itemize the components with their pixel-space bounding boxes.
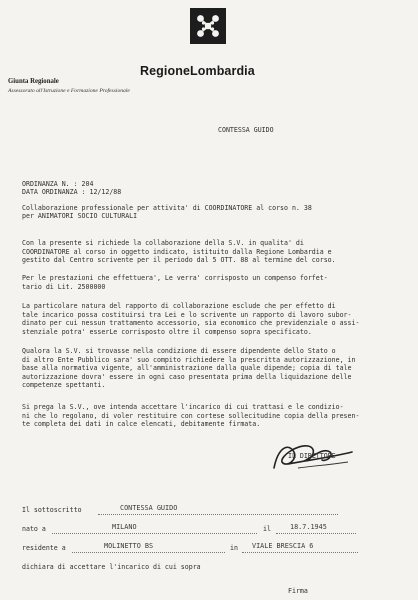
- director-label: IL DIRETTORE: [288, 452, 336, 460]
- nato-value[interactable]: MILANO: [112, 523, 137, 531]
- ordinanza-date: DATA ORDINANZA : 12/12/88: [22, 188, 122, 196]
- il-line: [276, 533, 356, 534]
- text-line: Si prega la S.V., ove intenda accettare l'incarico di cui trattasi e le condizio-: [22, 403, 344, 411]
- paragraph-richiesta: [22, 239, 408, 265]
- il-label: il: [263, 525, 271, 533]
- text-line: tale incarico possa costituirsi tra Lei e lo scrivente un rapporto di lavoro subor-: [22, 310, 352, 319]
- text-line: Con la presente si richiede la collaborazione della S.V. in qualita' di: [22, 239, 304, 247]
- in-label: in: [230, 544, 238, 552]
- recipient-name: CONTESSA GUIDO: [218, 126, 274, 134]
- text-line: base alla normativa vigente, all'amministrazione dalla quale dipende; copia di tale: [22, 364, 352, 373]
- paragraph-accettazione: [22, 403, 408, 429]
- ordinanza-number: ORDINANZA N. : 204: [22, 180, 94, 188]
- il-value[interactable]: 18.7.1945: [290, 523, 327, 531]
- text-line: te completa dei dati in calce elencati, debitamente firmata.: [22, 420, 261, 429]
- giunta-regionale-label: Giunta Regionale: [8, 78, 59, 85]
- text-line: di altro Ente Pubblico sara' suo compito richiedere la prescritta autorizzazione, in: [22, 355, 356, 364]
- residente-value[interactable]: MOLINETTO BS: [104, 542, 154, 550]
- brand-title: RegioneLombardia: [140, 64, 255, 78]
- residente-line: [72, 552, 225, 553]
- paragraph-natura-rapporto: [22, 302, 408, 336]
- paragraph-compenso: [22, 274, 408, 291]
- text-line: ni che lo regolano, di voler restituire con cortese sollecitudine copia della presen-: [22, 411, 360, 420]
- text-line: La particolare natura del rapporto di collaborazione esclude che per effetto di: [22, 302, 336, 310]
- text-line: autorizzazione dovra' essere in ogni caso presentata prima della liquidazione delle: [22, 372, 352, 381]
- in-value[interactable]: VIALE BRESCIA 6: [252, 542, 314, 550]
- sottoscritto-label: Il sottoscritto: [22, 506, 82, 514]
- text-line: stenziale potra' esserLe corrisposto oltre il compenso sopra specificato.: [22, 327, 312, 336]
- dichiarazione-text: dichiara di accettare l'incarico di cui sopra: [22, 563, 201, 571]
- sottoscritto-line: [98, 514, 338, 515]
- assessorato-label: Assessorato all'Istruzione e Formazione Professionale: [8, 88, 130, 94]
- residente-label: residente a: [22, 544, 66, 552]
- nato-line: [52, 533, 257, 534]
- in-line: [242, 552, 358, 553]
- text-line: competenze spettanti.: [22, 381, 106, 390]
- text-line: Qualora la S.V. si trovasse nella condizione di essere dipendente dello Stato o: [22, 347, 336, 355]
- regione-lombardia-logo-icon: [190, 8, 226, 44]
- text-line: gestito dal Centro scrivente per il periodo dal 5 OTT. 88 al termine del corso.: [22, 256, 336, 265]
- paragraph-dipendente: [22, 347, 408, 390]
- text-line: Per le prestazioni che effettuera', Le verra' corrisposto un compenso forfet-: [22, 274, 328, 282]
- text-line: tario di Lit. 2500000: [22, 282, 106, 291]
- firma-label: Firma: [288, 587, 308, 595]
- nato-label: nato a: [22, 525, 46, 533]
- subject-line-1: Collaborazione professionale per attivita' di COORDINATORE al corso n. 38: [22, 204, 312, 212]
- text-line: dinato per cui nessun trattamento accessorio, sia economico che previdenziale o assi-: [22, 319, 360, 328]
- sottoscritto-value[interactable]: CONTESSA GUIDO: [120, 504, 178, 512]
- text-line: COORDINATORE al corso in oggetto indicato, istituito dalla Regione Lombardia e: [22, 247, 332, 256]
- subject-line-2: per ANIMATORI SOCIO CULTURALI: [22, 212, 138, 220]
